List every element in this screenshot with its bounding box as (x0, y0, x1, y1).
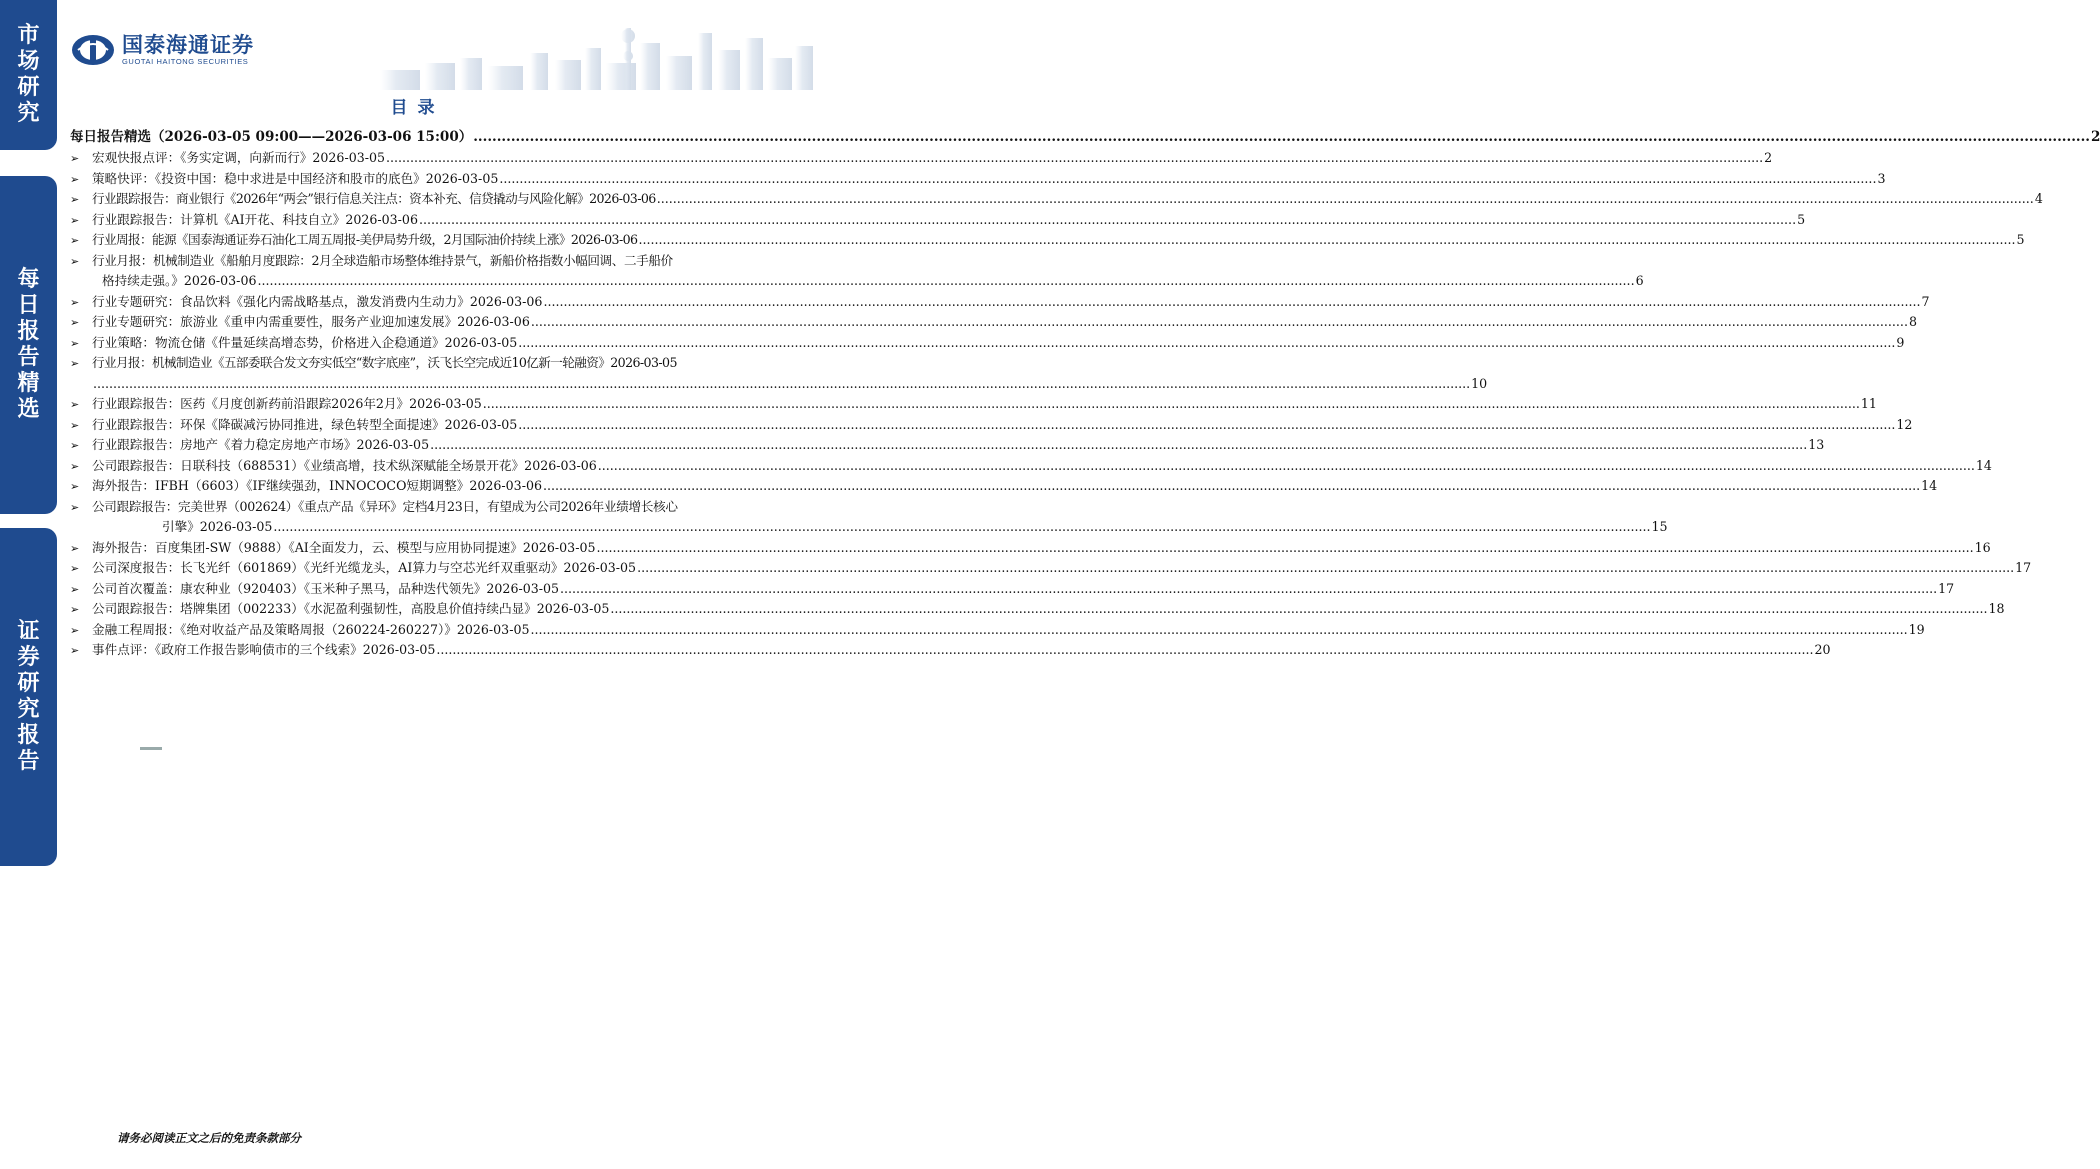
decorative-mark (140, 747, 162, 750)
arrow-bullet-icon: ➢ (70, 336, 80, 350)
toc-item-title: 事件点评：《政府工作报告影响债市的三个线索》2026-03-05 (92, 642, 436, 657)
toc-item-title: 行业跟踪报告：医药《月度创新药前沿跟踪2026年2月》2026-03-05 (92, 396, 482, 411)
toc-item-title-line1: 行业月报：机械制造业《船舶月度跟踪：2月全球造船市场整体维持景气，新船价格指数小幅回调、二手船价 (92, 252, 673, 268)
dot-leader (273, 517, 1650, 538)
toc-item-page: 20 (1814, 642, 1831, 657)
toc-item-title: 海外报告：IFBH（6603）《IF继续强劲，INNOCOCO短期调整》2026-03-06 (92, 478, 542, 493)
toc-item-title: 公司跟踪报告：日联科技（688531）《业绩高增，技术纵深赋能全场景开花》2026-03-06 (92, 457, 597, 473)
toc-item-page: 2 (1764, 150, 1773, 165)
toc-item-page: 18 (1988, 601, 2005, 616)
dot-leader (386, 148, 1763, 169)
toc-item-title: 行业跟踪报告：商业银行《2026年“两会”银行信息关注点：资本补充、信贷撬动与风险化解》2026-03-06 (92, 191, 656, 206)
toc-item-page: 16 (1974, 539, 1991, 555)
logo-chinese-name: 国泰海通证券 (122, 33, 254, 57)
arrow-bullet-icon: ➢ (70, 500, 80, 514)
toc-item[interactable] (70, 456, 1992, 477)
dot-leader (483, 394, 1860, 415)
toc-item[interactable] (70, 435, 1825, 456)
disclaimer-footer: 请务必阅读正文之后的免责条款部分 (117, 1131, 301, 1145)
arrow-bullet-icon: ➢ (70, 398, 80, 411)
toc-item-title: 行业跟踪报告：环保《降碳减污协同推进，绿色转型全面提速》2026-03-05 (92, 416, 518, 432)
toc-item-page: 5 (1797, 211, 1806, 227)
arrow-bullet-icon: ➢ (70, 295, 80, 309)
dot-leader (543, 292, 1920, 313)
dot-leader (419, 210, 1796, 231)
toc-item-page: 12 (1896, 416, 1913, 432)
toc-item[interactable] (70, 210, 1806, 231)
arrow-bullet-icon: ➢ (70, 439, 80, 452)
toc-heading-row[interactable] (70, 126, 2100, 148)
dot-leader (436, 640, 1813, 661)
toc-item[interactable] (70, 558, 2032, 579)
toc-item[interactable] (70, 312, 1917, 333)
arrow-bullet-icon: ➢ (70, 357, 80, 370)
tab-char: 告 (17, 749, 40, 774)
toc-item[interactable] (70, 251, 1644, 292)
toc-item-page: 5 (2016, 232, 2025, 247)
tab-char: 市 (17, 23, 40, 48)
toc-item-title: 宏观快报点评：《务实定调，向新而行》2026-03-05 (92, 150, 385, 165)
sidebar-tab-securities-report (0, 528, 57, 866)
arrow-bullet-icon: ➢ (70, 152, 80, 165)
toc-item[interactable] (70, 169, 1886, 190)
table-of-contents (70, 126, 2100, 661)
arrow-bullet-icon: ➢ (70, 562, 80, 575)
toc-item-title-line1: 公司跟踪报告：完美世界（002624）《重点产品《异环》定档4月23日，有望成为公司2026年业绩增长核心 (92, 498, 678, 514)
dot-leader (560, 579, 1937, 600)
toc-item[interactable] (70, 394, 1877, 415)
toc-item[interactable] (70, 333, 1905, 354)
arrow-bullet-icon: ➢ (70, 316, 80, 329)
arrow-bullet-icon: ➢ (70, 480, 80, 493)
toc-item[interactable] (70, 497, 1668, 538)
toc-item-title: 行业专题研究：食品饮料《强化内需战略基点，激发消费内生动力》2026-03-06 (92, 293, 543, 309)
toc-item-title: 公司深度报告：长飞光纤（601869）《光纤光缆龙头，AI算力与空芯光纤双重驱动》2026-03-05 (92, 560, 637, 575)
toc-item-page: 9 (1896, 334, 1905, 350)
dot-leader (518, 333, 1895, 354)
toc-item[interactable] (70, 579, 1955, 600)
dot-leader (430, 435, 1807, 456)
toc-item[interactable] (70, 620, 1925, 641)
toc-item[interactable] (70, 148, 1773, 169)
sidebar-tab-daily-selection (0, 176, 57, 514)
dot-leader (530, 620, 1907, 641)
arrow-bullet-icon: ➢ (70, 193, 80, 206)
dot-leader (93, 374, 1470, 395)
toc-item-title: 行业跟踪报告：计算机《AI开花、科技自立》2026-03-06 (92, 211, 418, 227)
arrow-bullet-icon: ➢ (70, 172, 80, 186)
arrow-bullet-icon: ➢ (70, 623, 80, 637)
toc-item[interactable] (70, 476, 1938, 497)
toc-item-page: 15 (1651, 519, 1668, 534)
dot-leader (531, 312, 1908, 333)
toc-item-title: 策略快评：《投资中国：稳中求进是中国经济和股市的底色》2026-03-05 (92, 170, 499, 186)
dot-leader (598, 456, 1975, 477)
tab-char: 每 (17, 267, 40, 292)
tab-char: 报 (17, 723, 40, 748)
toc-item[interactable] (70, 599, 2005, 620)
dot-leader (596, 538, 1973, 559)
tab-char: 证 (17, 619, 40, 644)
toc-item-title: 行业策略：物流仓储《件量延续高增态势，价格进入企稳通道》2026-03-05 (92, 334, 518, 350)
toc-item-page: 17 (2015, 560, 2032, 575)
toc-item-page: 3 (1877, 170, 1886, 186)
arrow-bullet-icon: ➢ (70, 213, 80, 227)
toc-item-title: 公司跟踪报告：塔牌集团（002233）《水泥盈利强韧性，高股息价值持续凸显》2026-03-05 (92, 601, 610, 616)
toc-item[interactable] (70, 230, 2025, 251)
toc-item[interactable] (70, 415, 1913, 436)
dot-leader (518, 415, 1895, 436)
toc-item-page: 14 (1921, 478, 1938, 493)
dot-leader (499, 169, 1876, 190)
toc-item-page: 13 (1808, 437, 1825, 452)
page-title: 目 录 (390, 98, 437, 118)
dot-leader (610, 599, 1987, 620)
toc-item[interactable] (70, 189, 2043, 210)
arrow-bullet-icon: ➢ (70, 644, 80, 657)
company-logo (70, 33, 254, 67)
arrow-bullet-icon: ➢ (70, 541, 80, 555)
dot-leader (637, 558, 2014, 579)
toc-item-page: 8 (1908, 314, 1917, 329)
toc-item[interactable] (70, 353, 1488, 394)
tab-char: 精 (17, 371, 40, 396)
toc-item-page: 17 (1938, 580, 1955, 596)
toc-item[interactable] (70, 640, 1831, 661)
toc-item-title: 金融工程周报：《绝对收益产品及策略周报（260224-260227）》2026-03-05 (92, 621, 530, 637)
toc-item-page: 11 (1860, 396, 1877, 411)
tab-char: 选 (17, 397, 40, 422)
toc-item-title: 海外报告：百度集团-SW（9888）《AI全面发力，云、模型与应用协同提速》2026-03-05 (92, 539, 596, 555)
dot-leader (473, 126, 2090, 148)
tab-char: 报 (17, 319, 40, 344)
logo-english-name: GUOTAI HAITONG SECURITIES (122, 57, 249, 66)
tab-char: 究 (17, 697, 40, 722)
toc-heading: 每日报告精选（2026-03-05 09:00——2026-03-06 15:00） (70, 129, 473, 145)
city-skyline-illustration (370, 8, 815, 90)
tab-char: 日 (17, 293, 40, 318)
toc-item-page: 7 (1921, 293, 1930, 309)
tab-char: 场 (17, 49, 40, 74)
arrow-bullet-icon: ➢ (70, 234, 80, 247)
arrow-bullet-icon: ➢ (70, 418, 80, 432)
arrow-bullet-icon: ➢ (70, 582, 80, 596)
tab-char: 券 (17, 645, 40, 670)
tab-char: 研 (17, 671, 40, 696)
toc-item-title: 公司首次覆盖：康农种业（920403）《玉米种子黑马，品种迭代领先》2026-03-05 (92, 580, 560, 596)
toc-item[interactable] (70, 292, 1930, 313)
toc-item-title: 行业周报：能源《国泰海通证券石油化工周五周报-美伊局势升级，2月国际油价持续上涨》2026-03-06 (92, 232, 638, 247)
toc-item-page: 4 (2034, 191, 2043, 206)
toc-item-page: 10 (1471, 375, 1488, 391)
sidebar-tab-market-research (0, 0, 57, 150)
dot-leader (638, 230, 2015, 251)
tab-char: 告 (17, 345, 40, 370)
toc-item-title: 行业专题研究：旅游业《重申内需重要性，服务产业迎加速发展》2026-03-06 (92, 314, 530, 329)
dot-leader (657, 189, 2034, 210)
dot-leader (543, 476, 1920, 497)
toc-item[interactable] (70, 538, 1991, 559)
dot-leader (257, 271, 1634, 292)
tab-char: 究 (17, 101, 40, 126)
arrow-bullet-icon: ➢ (70, 459, 80, 473)
toc-item-page: 19 (1908, 621, 1925, 637)
logo-mark-icon (70, 33, 116, 67)
arrow-bullet-icon: ➢ (70, 254, 80, 268)
arrow-bullet-icon: ➢ (70, 603, 80, 616)
toc-item-title: 行业跟踪报告：房地产《着力稳定房地产市场》2026-03-05 (92, 437, 430, 452)
toc-item-page: 14 (1975, 457, 1992, 473)
toc-item-title-line2: 格持续走强。》2026-03-06 (102, 273, 257, 288)
toc-heading-page: 2 (2091, 129, 2100, 145)
toc-item-page: 6 (1635, 273, 1644, 288)
tab-char: 研 (17, 75, 40, 100)
toc-item-title-line2: 引擎》2026-03-05 (162, 519, 273, 534)
toc-item-title-line1: 行业月报：机械制造业《五部委联合发文夯实低空“数字底座”，沃飞长空完成近10亿新一轮融资》2026-03-05 (92, 355, 677, 370)
